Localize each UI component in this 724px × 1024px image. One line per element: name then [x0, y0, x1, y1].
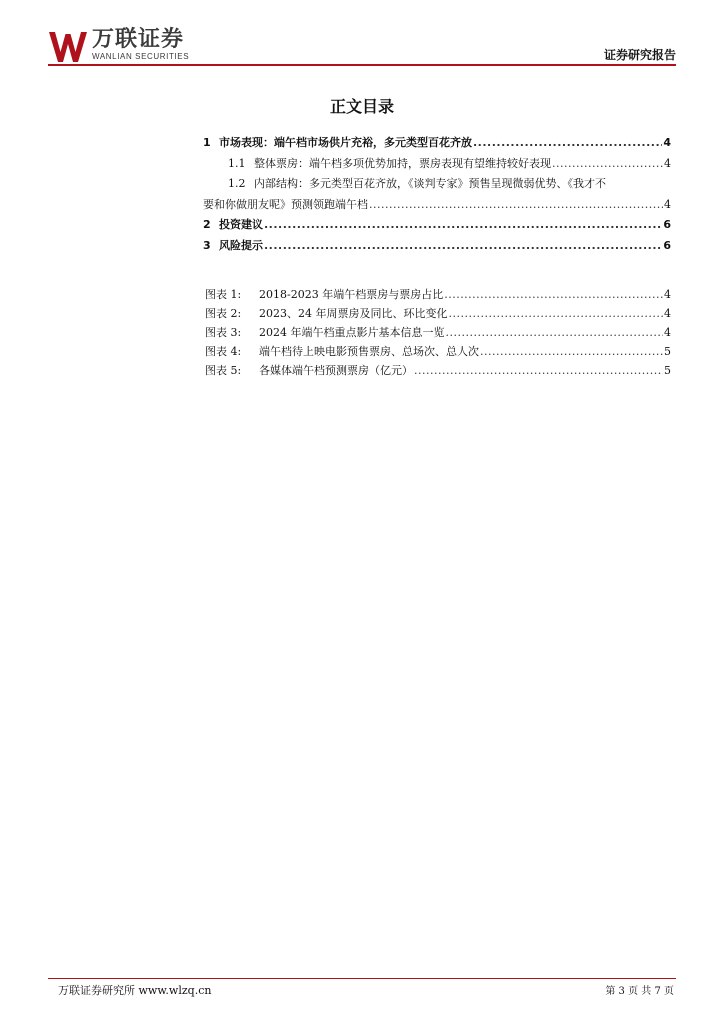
- toc-entry-page: 4: [663, 136, 671, 149]
- figure-page: 4: [664, 307, 671, 320]
- toc-title: 正文目录: [329, 97, 394, 116]
- leader-dots: [552, 154, 663, 175]
- leader-dots: [444, 285, 663, 304]
- table-of-contents: [203, 133, 671, 256]
- figure-page: 5: [664, 364, 671, 377]
- figure-label: 图表 3:: [205, 326, 242, 339]
- toc-entry-continuation[interactable]: [203, 195, 671, 216]
- logo-w-icon: [48, 28, 88, 64]
- footer-divider: [48, 978, 676, 979]
- leader-dots: [480, 342, 663, 361]
- figure-entry[interactable]: [205, 361, 671, 380]
- toc-entry-text: 投资建议: [219, 218, 263, 231]
- toc-entry[interactable]: [203, 236, 671, 257]
- figure-title: 端午档待上映电影预售票房、总场次、总人次: [259, 345, 479, 358]
- figure-label: 图表 5:: [205, 364, 242, 377]
- figure-entry[interactable]: [205, 304, 671, 323]
- toc-entry-number: 1.1: [228, 156, 246, 170]
- figure-page: 5: [664, 345, 671, 358]
- page-number: 第 3 页 共 7 页: [605, 986, 674, 997]
- toc-entry-text: 风险提示: [219, 238, 263, 252]
- toc-entry-number: 2: [203, 218, 211, 231]
- logo-chinese-name: 万联证券: [92, 27, 185, 52]
- toc-entry-page: 4: [664, 197, 671, 211]
- leader-dots: [414, 361, 663, 380]
- footer-source: 万联证券研究所 www.wlzq.cn: [58, 984, 212, 997]
- figure-label: 图表 4:: [205, 345, 242, 358]
- logo-english-name: WANLIAN SECURITIES: [92, 52, 190, 61]
- leader-dots: [473, 133, 662, 154]
- figure-label: 图表 1:: [205, 288, 242, 301]
- leader-dots: [446, 323, 664, 342]
- figure-title: 2024 年端午档重点影片基本信息一览: [259, 326, 445, 339]
- figure-entry[interactable]: [205, 285, 671, 304]
- toc-entry[interactable]: [203, 174, 671, 195]
- toc-entry-number: 1.2: [228, 177, 246, 190]
- figure-entry[interactable]: [205, 342, 671, 361]
- toc-entry-page: 6: [663, 238, 671, 252]
- figure-list: [205, 285, 671, 380]
- figure-page: 4: [664, 288, 671, 301]
- figure-title: 2023、24 年周票房及同比、环比变化: [259, 307, 448, 320]
- toc-entry-text: 要和你做朋友呢》预测领跑端午档: [203, 197, 368, 211]
- toc-entry-text: 整体票房：端午档多项优势加持，票房表现有望维持较好表现: [254, 156, 551, 170]
- header-divider: [48, 64, 676, 66]
- toc-entry[interactable]: [203, 133, 671, 154]
- toc-entry-page: 4: [664, 156, 671, 170]
- leader-dots: [264, 215, 662, 236]
- figure-title: 各媒体端午档预测票房（亿元）: [259, 364, 413, 377]
- company-logo: [48, 28, 189, 64]
- toc-entry[interactable]: [203, 215, 671, 236]
- figure-label: 图表 2:: [205, 307, 242, 320]
- figure-entry[interactable]: [205, 323, 671, 342]
- toc-entry-number: 3: [203, 238, 211, 252]
- figure-title: 2018-2023 年端午档票房与票房占比: [259, 288, 444, 301]
- leader-dots: [449, 304, 664, 323]
- toc-entry-number: 1: [203, 136, 211, 149]
- report-type: 证券研究报告: [603, 48, 676, 62]
- leader-dots: [369, 195, 663, 216]
- page-header: [48, 28, 676, 66]
- leader-dots: [264, 236, 662, 257]
- toc-entry-text: 市场表现：端午档市场供片充裕，多元类型百花齐放: [219, 136, 472, 149]
- toc-entry-text: 内部结构：多元类型百花齐放，《谈判专家》预售呈现微弱优势、《我才不: [254, 177, 606, 190]
- toc-entry-page: 6: [663, 218, 671, 231]
- figure-page: 4: [664, 326, 671, 339]
- toc-entry[interactable]: [203, 154, 671, 175]
